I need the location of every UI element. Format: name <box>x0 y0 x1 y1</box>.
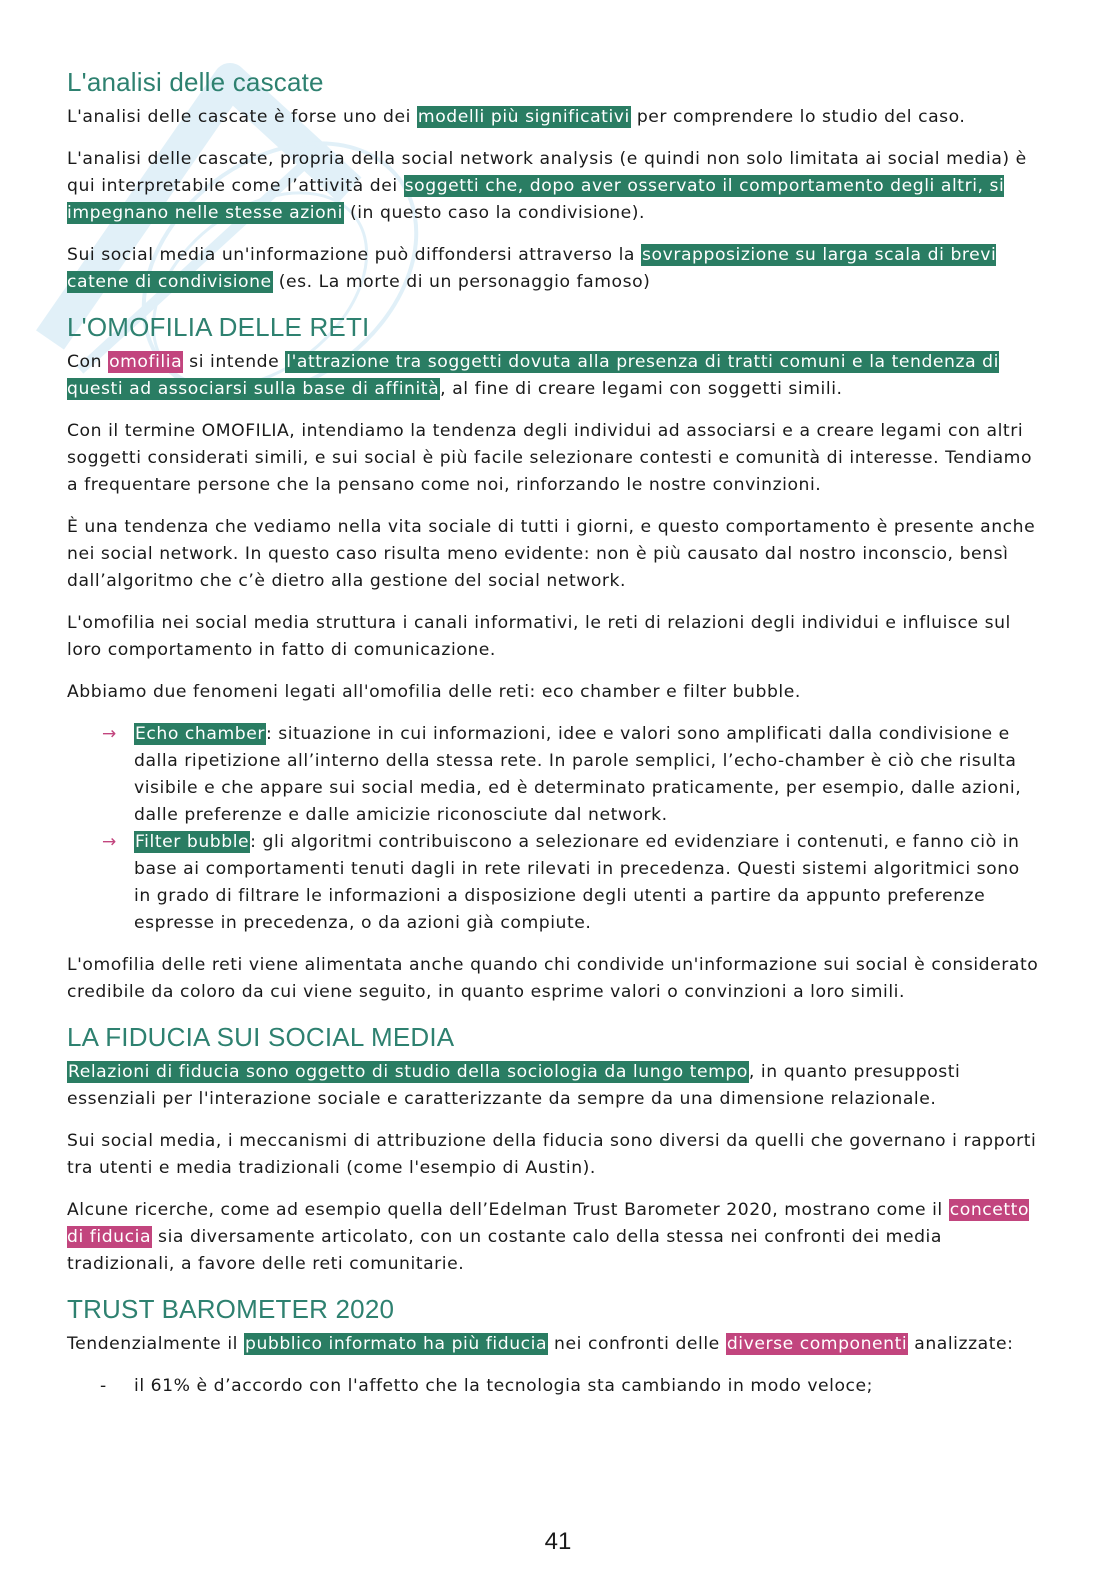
highlight-green: Filter bubble <box>135 832 250 852</box>
list-item-filter-bubble: → Filter bubble: gli algoritmi contribuiscono a selezionare ed evidenziare i contenuti, e fanno ciò in base ai comportamenti tenuti dagli in rete rilevati in precedenza. Questi sistemi algoritmici sono in grado di filtrare le informazioni a disposizione degli utenti a partire da appunto preferenze espresse in precedenza, o da azioni già compiute. <box>134 829 1042 937</box>
paragraph-omofilia-3: È una tendenza che vediamo nella vita sociale di tutti i giorni, e questo comportamento è presente anche nei social network. In questo caso risulta meno evidente: non è più causato dal nostro inconscio, bensì dall’algoritmo che c’è dietro alla gestione del social network. <box>67 517 1036 591</box>
list-item: - il 61% è d’accordo con l'affetto che la tecnologia sta cambiando in modo veloce; <box>134 1373 1042 1400</box>
highlight-green: pubblico informato ha più fiducia <box>244 1334 548 1354</box>
highlight-green: l'attrazione tra soggetti dovuta alla presenza di tratti comuni e la tendenza di questi ad associarsi sulla base di affinità <box>67 352 999 399</box>
paragraph-cascate-1: L'analisi delle cascate è forse uno dei modelli più significativi per comprendere lo studio del caso. <box>67 107 966 127</box>
paragraph-omofilia-1: Con omofilia si intende l'attrazione tra soggetti dovuta alla presenza di tratti comuni e la tendenza di questi ad associarsi sulla base di affinità, al fine di creare legami con soggetti simili. <box>67 352 999 399</box>
arrow-right-icon: → <box>102 724 117 744</box>
highlight-magenta: omofilia <box>109 352 183 372</box>
heading-fiducia: LA FIDUCIA SUI SOCIAL MEDIA <box>67 1022 455 1052</box>
paragraph-fiducia-2: Sui social media, i meccanismi di attribuzione della fiducia sono diversi da quelli che governano i rapporti tra utenti e media tradizionali (come l'esempio di Austin). <box>67 1131 1037 1178</box>
paragraph-omofilia-4: L'omofilia nei social media struttura i canali informativi, le reti di relazioni degli individui e influisce sul loro comportamento in fatto di comunicazione. <box>67 613 1011 660</box>
heading-omofilia: L'OMOFILIA DELLE RETI <box>67 312 370 342</box>
heading-cascate: L'analisi delle cascate <box>67 67 324 97</box>
paragraph-fiducia-1: Relazioni di fiducia sono oggetto di studio della sociologia da lungo tempo, in quanto presupposti essenziali per l'interazione sociale e caratterizzante da sempre da una dimensione relazionale. <box>67 1062 961 1109</box>
paragraph-omofilia-6: L'omofilia delle reti viene alimentata anche quando chi condivide un'informazione sui social è considerato credibile da coloro da cui viene seguito, in quanto esprime valori o convinzioni a loro simili. <box>67 955 1039 1002</box>
dash-bullet: - <box>100 1376 107 1396</box>
paragraph-trust-1: Tendenzialmente il pubblico informato ha più fiducia nei confronti delle diverse componenti analizzate: <box>67 1334 1014 1354</box>
highlight-green: Relazioni di fiducia sono oggetto di studio della sociologia da lungo tempo <box>68 1062 748 1082</box>
highlight-green: sovrapposizione su larga scala di brevi catene di condivisione <box>67 245 997 292</box>
paragraph-omofilia-5: Abbiamo due fenomeni legati all'omofilia delle reti: eco chamber e filter bubble. <box>67 682 801 702</box>
highlight-green: modelli più significativi <box>417 107 630 127</box>
highlight-magenta: diverse componenti <box>726 1334 908 1354</box>
highlight-magenta: concetto di fiducia <box>67 1200 1030 1247</box>
list-item-echo-chamber: → Echo chamber: situazione in cui informazioni, idee e valori sono amplificati dalla condivisione e dalla ripetizione all’interno della stessa rete. In parole semplici, l’echo-chamber è ciò che risulta visibile e che appare sui social media, ed è determinato praticamente, per esempio, dalle azioni, dalle preferenze e dalle amicizie riconosciute dal network. <box>134 721 1042 829</box>
page-number: 41 <box>544 1528 572 1555</box>
paragraph-cascate-2: L'analisi delle cascate, propria della social network analysis (e quindi non solo limitata ai social media) è qui interpretabile come l’attività dei soggetti che, dopo aver osservato il comportamento degli altri, si impegnano nelle stesse azioni (in questo caso la condivisione). <box>67 149 1027 223</box>
trust-list <box>67 1373 1042 1400</box>
arrow-right-icon: → <box>102 832 117 852</box>
paragraph-omofilia-2: Con il termine OMOFILIA, intendiamo la tendenza degli individui ad associarsi e a creare legami con altri soggetti considerati simili, e sui social è più facile selezionare contesti e comunità di interesse. Tendiamo a frequentare persone che la pensano come noi, rinforzando le nostre convinzioni. <box>67 421 1033 495</box>
highlight-green: Echo chamber <box>135 724 265 744</box>
heading-trust-barometer: TRUST BAROMETER 2020 <box>67 1294 395 1324</box>
phenomena-list <box>67 721 1042 937</box>
highlight-green: soggetti che, dopo aver osservato il comportamento degli altri, si impegnano nelle stesse azioni <box>67 176 1005 223</box>
page-content <box>67 66 1042 1400</box>
paragraph-cascate-3: Sui social media un'informazione può diffondersi attraverso la sovrapposizione su larga scala di brevi catene di condivisione (es. La morte di un personaggio famoso) <box>67 245 997 292</box>
paragraph-fiducia-3: Alcune ricerche, come ad esempio quella dell’Edelman Trust Barometer 2020, mostrano come il concetto di fiducia sia diversamente articolato, con un costante calo della stessa nei confronti dei media tradizionali, a favore delle reti comunitarie. <box>67 1200 1030 1274</box>
